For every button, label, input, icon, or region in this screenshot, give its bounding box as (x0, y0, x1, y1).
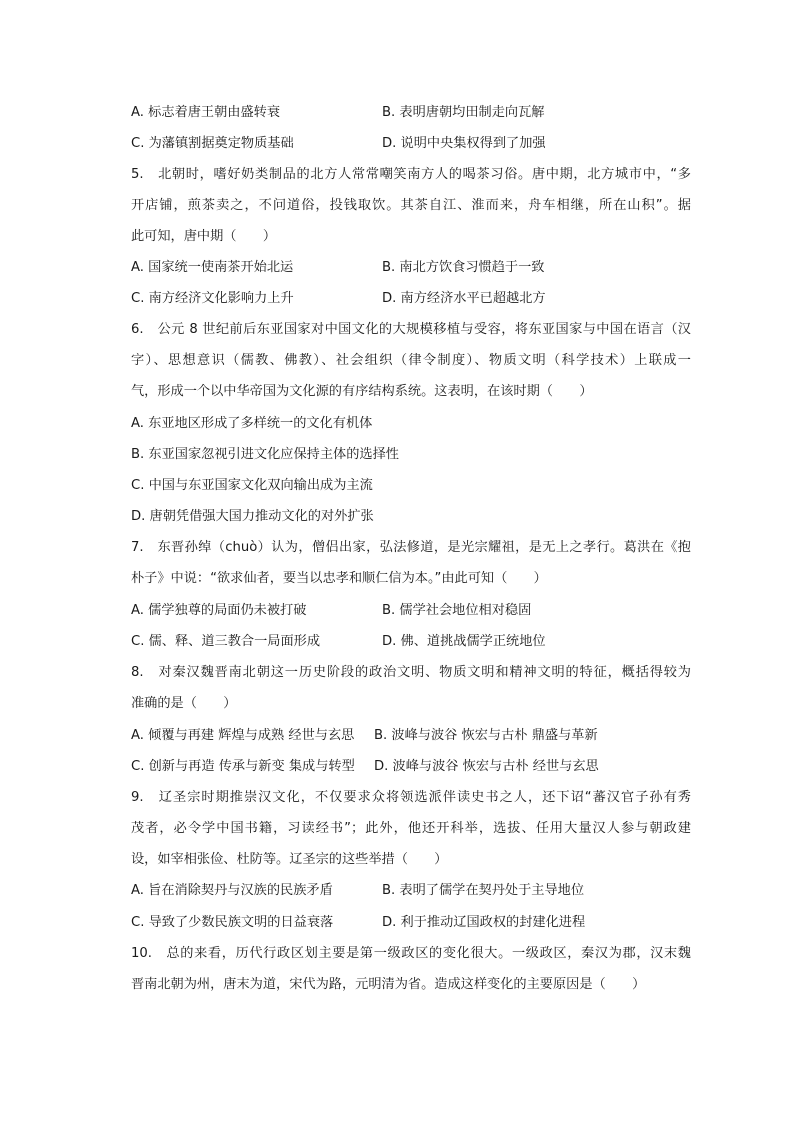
q9-stem-line-2: 茂者，必令学中国书籍，习读经书”；此外，他还开科举，选拔、任用大量汉人参与朝政建 (131, 821, 691, 836)
q7-option-c: C. 儒、释、道三教合一局面形成 (131, 634, 321, 649)
q9-option-b: B. 表明了儒学在契丹处于主导地位 (382, 883, 585, 898)
q6-stem-line-2: 字）、思想意识（儒教、佛教）、社会组织（律令制度）、物质文明（科学技术）上联成一 (131, 353, 691, 368)
q8-stem-line-1: 8. 对秦汉魏晋南北朝这一历史阶段的政治文明、物质文明和精神文明的特征，概括得较为 (131, 665, 691, 680)
q6-option-c: C. 中国与东亚国家文化双向输出成为主流 (131, 478, 373, 493)
q8-option-b: B. 波峰与波谷 恢宏与古朴 鼎盛与革新 (374, 728, 598, 743)
q7-stem-line-2: 朴子》中说：“欲求仙者，要当以忠孝和顺仁信为本。”由此可知（ ） (131, 571, 547, 586)
q5-option-b: B. 南北方饮食习惯趋于一致 (382, 260, 545, 275)
q4-option-a: A. 标志着唐王朝由盛转衰 (131, 105, 281, 120)
q6-stem-line-1: 6. 公元 8 世纪前后东亚国家对中国文化的大规模移植与受容，将东亚国家与中国在语言（汉 (131, 322, 691, 337)
q4-option-c: C. 为藩镇割据奠定物质基础 (131, 136, 294, 151)
q5-option-c: C. 南方经济文化影响力上升 (131, 291, 294, 306)
q4-option-b: B. 表明唐朝均田制走向瓦解 (382, 105, 545, 120)
q5-stem-line-1: 5. 北朝时，嗜好奶类制品的北方人常常嘲笑南方人的喝茶习俗。唐中期，北方城市中，“多 (131, 167, 691, 182)
q5-option-a: A. 国家统一使南茶开始北运 (131, 260, 294, 275)
q8-stem-line-2: 准确的是（ ） (131, 696, 237, 711)
q7-option-d: D. 佛、道挑战儒学正统地位 (382, 634, 546, 649)
q7-option-a: A. 儒学独尊的局面仍未被打破 (131, 603, 307, 618)
q5-stem-line-3: 此可知，唐中期（ ） (131, 229, 277, 244)
q6-option-b: B. 东亚国家忽视引进文化应保持主体的选择性 (131, 447, 399, 462)
q7-option-b: B. 儒学社会地位相对稳固 (382, 603, 532, 618)
q8-option-a: A. 倾覆与再建 辉煌与成熟 经世与玄思 (131, 728, 355, 743)
q5-option-d: D. 南方经济水平已超越北方 (382, 291, 546, 306)
q9-option-a: A. 旨在消除契丹与汉族的民族矛盾 (131, 883, 333, 898)
q5-stem-line-2: 开店铺，煎茶卖之，不问道俗，投钱取饮。其茶自江、淮而来，舟车相继，所在山积”。据 (131, 198, 691, 213)
q8-option-d: D. 波峰与波谷 恢宏与古朴 经世与玄思 (374, 759, 599, 774)
q10-stem-line-1: 10. 总的来看，历代行政区划主要是第一级政区的变化很大。一级政区，秦汉为郡，汉末魏 (131, 946, 691, 961)
q10-stem-line-2: 晋南北朝为州，唐末为道，宋代为路，元明清为省。造成这样变化的主要原因是（ ） (131, 977, 646, 992)
q9-stem-line-1: 9. 辽圣宗时期推崇汉文化，不仅要求众将领选派伴读史书之人，还下诏“蕃汉官子孙有秀 (131, 790, 691, 805)
q6-option-d: D. 唐朝凭借强大国力推动文化的对外扩张 (131, 509, 374, 524)
q9-option-d: D. 利于推动辽国政权的封建化进程 (382, 915, 586, 930)
q6-stem-line-3: 气，形成一个以中华帝国为文化源的有序结构系统。这表明，在该时期（ ） (131, 384, 593, 399)
q6-option-a: A. 东亚地区形成了多样统一的文化有机体 (131, 416, 373, 431)
q4-option-d: D. 说明中央集权得到了加强 (382, 136, 546, 151)
q9-stem-line-3: 设，如宰相张俭、杜防等。辽圣宗的这些举措（ ） (131, 852, 448, 867)
q7-stem-line-1: 7. 东晋孙绰（chuò）认为，僧侣出家，弘法修道，是光宗耀祖，是无上之孝行。葛洪在《抱 (131, 540, 691, 555)
q9-option-c: C. 导致了少数民族文明的日益衰落 (131, 915, 334, 930)
q8-option-c: C. 创新与再造 传承与新变 集成与转型 (131, 759, 355, 774)
